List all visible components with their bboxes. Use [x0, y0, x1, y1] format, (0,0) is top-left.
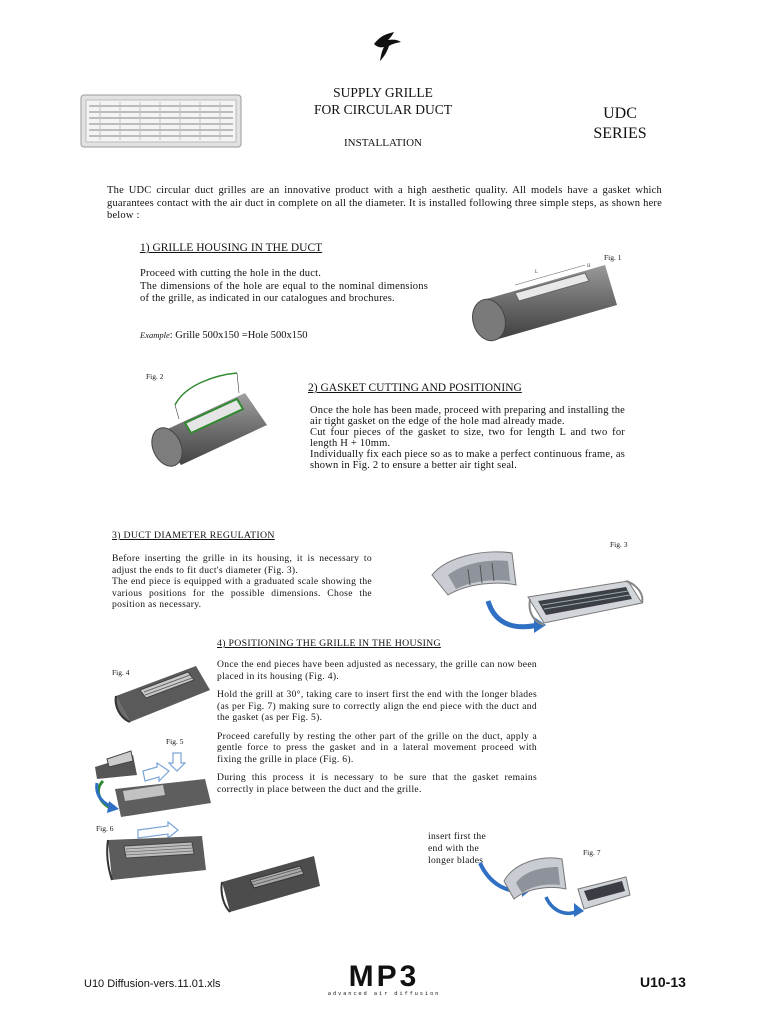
step4-para-3: Proceed carefully by resting the other part of the grille on the duct, apply a gentle force to press the gasket and in a lateral movement proceed with fixing the grille in place (Fig. 6). — [217, 730, 537, 765]
series-line-2: SERIES — [593, 125, 647, 142]
step4-para-1: Once the end pieces have been adjusted as necessary, the grille can now been placed in its housing (Fig. 4). — [217, 659, 537, 682]
svg-text:H: H — [587, 264, 591, 269]
fig6-illustration — [106, 820, 208, 886]
step2-text — [310, 405, 625, 471]
fig7-label: Fig. 7 — [583, 848, 601, 857]
fig3-end-piece-illustration — [428, 545, 648, 645]
fig4-illustration — [112, 660, 212, 724]
intro-paragraph: The UDC circular duct grilles are an innovative product with a high aesthetic quality. All models have a gasket which guarantees contact with the air duct in complete on all the diameter. It is installed following three simple steps, as shown here below : — [107, 185, 662, 221]
fig1-label: Fig. 1 — [604, 253, 622, 262]
page-number: U10-13 — [640, 974, 686, 990]
step3-para-2: The end piece is equipped with a graduated scale showing the various positions for the possible dimensions. Chose the position as necessary. — [112, 576, 372, 610]
callout-line-2: end with the — [428, 843, 480, 854]
step1-line-2: The dimensions of the hole are equal to the nominal dimensions of the grille, as indicated in our catalogues and brochures. — [140, 280, 428, 304]
step2-para-2: Cut four pieces of the gasket to size, two for length L and two for length H + 10mm. — [310, 427, 625, 449]
mp3-logo-tagline: advanced air diffusion — [327, 991, 441, 997]
step4-para-4: During this process it is necessary to be sure that the gasket remains correctly in place between the duct and the grille. — [217, 772, 537, 795]
fig1-duct-illustration — [465, 255, 630, 345]
fig4-label: Fig. 4 — [112, 668, 130, 677]
step2-para-3: Individually fix each piece so as to make a perfect continuous frame, as shown in Fig. 2 to ensure a better air tight seal. — [310, 449, 625, 471]
step1-heading: 1) GRILLE HOUSING IN THE DUCT — [140, 242, 323, 254]
step1-line-1: Proceed with cutting the hole in the duct. — [140, 268, 322, 279]
fig6-label: Fig. 6 — [96, 824, 114, 833]
step4-para-2: Hold the grill at 30°, taking care to insert first the end with the longer blades (as per Fig. 7) making sure to correctly align the end piece with the duct and the gasket (as per Fig. 5). — [217, 689, 537, 723]
title-line-1: SUPPLY GRILLE — [333, 85, 433, 100]
fig2-gasket-illustration — [145, 365, 275, 465]
step3-para-1: Before inserting the grille in its housing, it is necessary to adjust the ends to fit duct's diameter (Fig. 3). — [112, 553, 372, 576]
step4-heading: 4) POSITIONING THE GRILLE IN THE HOUSING — [217, 638, 441, 649]
footer-filename: U10 Diffusion-vers.11.01.xls — [84, 978, 221, 990]
series-line-1: UDC — [603, 105, 637, 122]
step1-text — [140, 268, 428, 306]
step2-para-1: Once the hole has been made, proceed with preparing and installing the air tight gasket on the edge of the hole mad already made. — [310, 405, 625, 427]
callout-line-1: insert first the — [428, 831, 487, 842]
grille-photo-icon — [80, 94, 242, 148]
title — [283, 84, 483, 118]
fig5-illustration — [93, 745, 213, 821]
example-text: : Grille 500x150 =Hole 500x150 — [169, 330, 308, 341]
fig2-label: Fig. 2 — [146, 372, 164, 381]
mp3-logo-mark: MP3 — [318, 964, 450, 990]
fig3-label: Fig. 3 — [610, 540, 628, 549]
example-label: Example — [140, 330, 170, 340]
series-label — [570, 104, 670, 144]
svg-text:L: L — [535, 270, 539, 275]
step4-text — [217, 659, 537, 795]
step1-example — [140, 330, 308, 341]
fig7-illustration — [470, 845, 630, 921]
title-line-2: FOR CIRCULAR DUCT — [313, 102, 453, 117]
step2-heading: 2) GASKET CUTTING AND POSITIONING — [308, 382, 522, 394]
mp3-logo — [318, 960, 450, 997]
subtitle: INSTALLATION — [344, 137, 422, 149]
bird-logo-icon — [372, 30, 402, 62]
installed-grille-illustration — [220, 852, 322, 914]
callout-line-3: longer blades — [428, 855, 484, 866]
step3-text — [112, 553, 372, 611]
fig5-label: Fig. 5 — [166, 737, 184, 746]
step3-heading: 3) DUCT DIAMETER REGULATION — [112, 530, 275, 541]
